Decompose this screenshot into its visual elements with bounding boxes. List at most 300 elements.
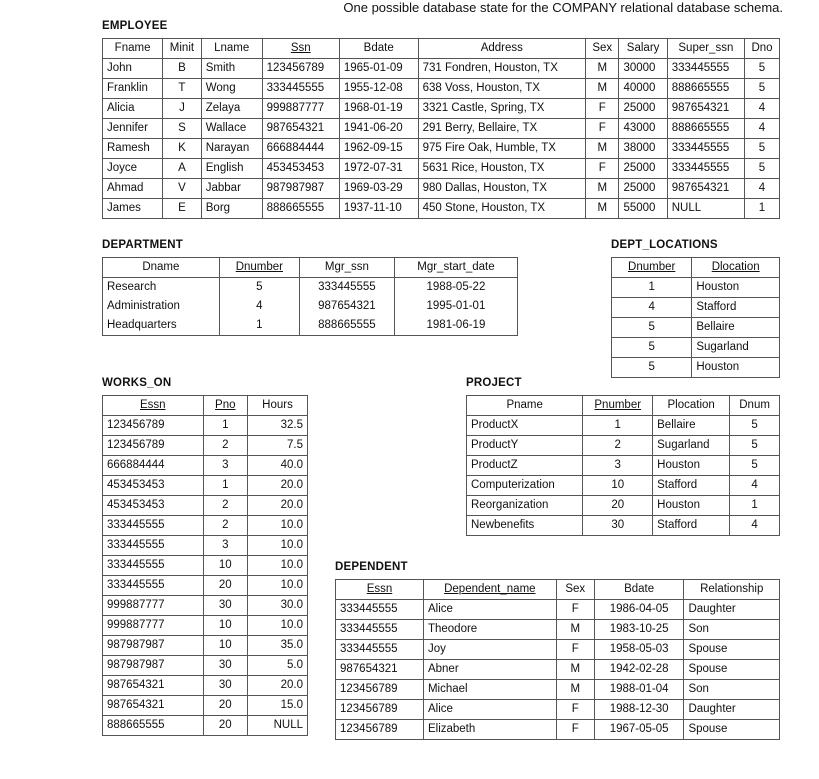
table-row xyxy=(103,716,308,736)
table-cell: 5 xyxy=(219,278,299,298)
table-cell: 5 xyxy=(744,59,779,79)
dependent-col-header xyxy=(594,580,684,600)
employee-col-header-label: Sex xyxy=(592,42,613,54)
table-cell: M xyxy=(586,79,619,99)
employee-col-header-label: Salary xyxy=(626,42,660,54)
table-cell: 40000 xyxy=(619,79,667,99)
table-row xyxy=(336,640,780,660)
table-cell: 999887777 xyxy=(262,99,339,119)
table-cell: 1 xyxy=(203,416,248,436)
table-cell: Sugarland xyxy=(692,338,780,358)
table-cell: Administration xyxy=(103,297,220,316)
table-cell: ProductY xyxy=(467,436,583,456)
table-cell: 333445555 xyxy=(103,576,204,596)
table-row xyxy=(103,79,780,99)
table-cell: Son xyxy=(684,620,780,640)
table-row xyxy=(336,620,780,640)
dept-locations-col-header xyxy=(692,258,780,278)
table-cell: Jabbar xyxy=(201,179,262,199)
table-row xyxy=(103,636,308,656)
table-cell: 10 xyxy=(203,616,248,636)
table-row xyxy=(103,99,780,119)
table-cell: 10.0 xyxy=(248,556,308,576)
table-cell: 1988-12-30 xyxy=(594,700,684,720)
table-cell: 888665555 xyxy=(667,79,744,99)
table-cell: S xyxy=(163,119,202,139)
table-cell: E xyxy=(163,199,202,219)
table-cell: Borg xyxy=(201,199,262,219)
table-row xyxy=(612,358,780,378)
table-cell: 888665555 xyxy=(262,199,339,219)
dept-locations-table xyxy=(611,257,780,378)
table-cell: 25000 xyxy=(619,179,667,199)
department-col-header xyxy=(219,258,299,278)
table-cell: 987654321 xyxy=(299,297,394,316)
table-cell: 888665555 xyxy=(299,316,394,336)
table-cell: 4 xyxy=(219,297,299,316)
table-cell: 5.0 xyxy=(248,656,308,676)
table-cell: 453453453 xyxy=(103,496,204,516)
employee-col-header-label: Lname xyxy=(214,42,250,54)
table-row xyxy=(103,179,780,199)
table-cell: 5 xyxy=(612,338,692,358)
table-cell: K xyxy=(163,139,202,159)
table-cell: Stafford xyxy=(692,298,780,318)
table-cell: F xyxy=(556,600,594,620)
table-cell: 4 xyxy=(744,99,779,119)
table-cell: Spouse xyxy=(684,720,780,740)
table-cell: Franklin xyxy=(103,79,163,99)
table-row xyxy=(103,516,308,536)
table-cell: 333445555 xyxy=(667,159,744,179)
table-cell: 2 xyxy=(583,436,653,456)
table-cell: 25000 xyxy=(619,159,667,179)
table-cell: Michael xyxy=(423,680,556,700)
employee-table xyxy=(102,38,780,219)
works-on-col-header xyxy=(203,396,248,416)
table-cell: 4 xyxy=(730,476,780,496)
table-cell: Narayan xyxy=(201,139,262,159)
table-cell: F xyxy=(556,700,594,720)
works-on-table xyxy=(102,395,308,736)
table-cell: John xyxy=(103,59,163,79)
table-cell: A xyxy=(163,159,202,179)
table-cell: 38000 xyxy=(619,139,667,159)
table-cell: 1 xyxy=(744,199,779,219)
table-cell: 5631 Rice, Houston, TX xyxy=(418,159,585,179)
table-row xyxy=(103,696,308,716)
table-row xyxy=(103,496,308,516)
table-cell: 3 xyxy=(203,536,248,556)
table-row xyxy=(612,338,780,358)
table-cell: Houston xyxy=(692,358,780,378)
project-col-header xyxy=(467,396,583,416)
table-cell: 987654321 xyxy=(667,99,744,119)
table-cell: 10.0 xyxy=(248,576,308,596)
works-on-col-header xyxy=(248,396,308,416)
table-cell: 30 xyxy=(583,516,653,536)
table-cell: 4 xyxy=(612,298,692,318)
table-row xyxy=(467,496,780,516)
department-col-header-label: Dnumber xyxy=(235,261,283,273)
project-table xyxy=(466,395,780,536)
table-cell: ProductZ xyxy=(467,456,583,476)
table-cell: 1 xyxy=(730,496,780,516)
table-cell: 333445555 xyxy=(262,79,339,99)
table-cell: 5 xyxy=(730,456,780,476)
table-cell: 123456789 xyxy=(336,700,424,720)
table-cell: 1965-01-09 xyxy=(339,59,418,79)
table-cell: 30 xyxy=(203,656,248,676)
table-row xyxy=(103,59,780,79)
table-row xyxy=(336,700,780,720)
table-cell: 15.0 xyxy=(248,696,308,716)
table-cell: Smith xyxy=(201,59,262,79)
table-cell: 10 xyxy=(203,556,248,576)
table-row xyxy=(103,556,308,576)
table-cell: 20 xyxy=(203,576,248,596)
table-cell: 1972-07-31 xyxy=(339,159,418,179)
table-cell: 2 xyxy=(203,436,248,456)
department-col-header xyxy=(103,258,220,278)
table-row xyxy=(103,139,780,159)
table-cell: James xyxy=(103,199,163,219)
table-cell: 1942-02-28 xyxy=(594,660,684,680)
table-cell: M xyxy=(556,680,594,700)
table-cell: 20 xyxy=(583,496,653,516)
dependent-col-header xyxy=(336,580,424,600)
table-cell: 291 Berry, Bellaire, TX xyxy=(418,119,585,139)
table-cell: 123456789 xyxy=(103,416,204,436)
table-cell: F xyxy=(556,720,594,740)
table-cell: ProductX xyxy=(467,416,583,436)
table-cell: 333445555 xyxy=(336,640,424,660)
works-on-col-header-label: Essn xyxy=(139,399,166,411)
dept-locations-col-header-label: Dnumber xyxy=(628,261,676,273)
table-cell: 123456789 xyxy=(336,720,424,740)
table-cell: J xyxy=(163,99,202,119)
employee-col-header xyxy=(339,39,418,59)
table-cell: 10.0 xyxy=(248,616,308,636)
department-col-header-label: Dname xyxy=(142,261,180,273)
table-cell: 5 xyxy=(744,79,779,99)
dependent-col-header xyxy=(684,580,780,600)
works-on-table-title: WORKS_ON xyxy=(102,377,172,389)
table-cell: B xyxy=(163,59,202,79)
table-row xyxy=(103,119,780,139)
table-cell: M xyxy=(586,179,619,199)
table-cell: Wong xyxy=(201,79,262,99)
table-cell: Ahmad xyxy=(103,179,163,199)
table-cell: 40.0 xyxy=(248,456,308,476)
table-cell: 1967-05-05 xyxy=(594,720,684,740)
table-cell: Son xyxy=(684,680,780,700)
table-cell: 1 xyxy=(612,278,692,298)
table-row xyxy=(336,600,780,620)
dependent-col-header-label: Sex xyxy=(565,583,586,595)
table-row xyxy=(103,297,518,316)
table-cell: 3321 Castle, Spring, TX xyxy=(418,99,585,119)
table-cell: Research xyxy=(103,278,220,298)
table-row xyxy=(103,416,308,436)
table-cell: 2 xyxy=(203,496,248,516)
table-cell: 1 xyxy=(583,416,653,436)
table-row xyxy=(612,298,780,318)
table-row xyxy=(103,436,308,456)
works-on-col-header-label: Pno xyxy=(215,399,236,411)
employee-col-header xyxy=(744,39,779,59)
works-on-col-header xyxy=(103,396,204,416)
table-cell: 20.0 xyxy=(248,496,308,516)
dependent-col-header xyxy=(423,580,556,600)
table-cell: Headquarters xyxy=(103,316,220,336)
works-on-header-row xyxy=(103,396,308,416)
table-cell: 20 xyxy=(203,696,248,716)
table-cell: Jennifer xyxy=(103,119,163,139)
department-header-row xyxy=(103,258,518,278)
table-row xyxy=(103,316,518,336)
table-cell: F xyxy=(586,99,619,119)
table-cell: 975 Fire Oak, Humble, TX xyxy=(418,139,585,159)
table-cell: F xyxy=(586,159,619,179)
table-cell: Elizabeth xyxy=(423,720,556,740)
project-col-header-label: Dnum xyxy=(739,399,770,411)
employee-col-header-label: Fname xyxy=(114,42,151,54)
table-row xyxy=(336,660,780,680)
employee-col-header-label: Address xyxy=(480,42,523,54)
table-cell: 5 xyxy=(730,436,780,456)
table-cell: 1986-04-05 xyxy=(594,600,684,620)
project-col-header-label: Pname xyxy=(506,399,543,411)
table-cell: Alice xyxy=(423,700,556,720)
table-cell: Sugarland xyxy=(653,436,730,456)
table-cell: 1988-01-04 xyxy=(594,680,684,700)
employee-col-header xyxy=(201,39,262,59)
table-cell: 30000 xyxy=(619,59,667,79)
table-cell: 450 Stone, Houston, TX xyxy=(418,199,585,219)
table-cell: 333445555 xyxy=(336,600,424,620)
table-cell: Joyce xyxy=(103,159,163,179)
table-cell: 333445555 xyxy=(103,536,204,556)
employee-col-header xyxy=(262,39,339,59)
table-cell: M xyxy=(556,620,594,640)
table-cell: Houston xyxy=(653,456,730,476)
table-cell: 30 xyxy=(203,596,248,616)
table-cell: 987654321 xyxy=(262,119,339,139)
table-cell: 5 xyxy=(744,159,779,179)
table-row xyxy=(467,476,780,496)
employee-col-header xyxy=(619,39,667,59)
table-cell: 453453453 xyxy=(103,476,204,496)
table-cell: Stafford xyxy=(653,516,730,536)
table-row xyxy=(467,436,780,456)
table-cell: 2 xyxy=(203,516,248,536)
table-cell: 453453453 xyxy=(262,159,339,179)
employee-col-header-label: Dno xyxy=(751,42,773,54)
table-cell: Ramesh xyxy=(103,139,163,159)
table-cell: 20.0 xyxy=(248,476,308,496)
table-row xyxy=(103,576,308,596)
table-cell: 1 xyxy=(203,476,248,496)
table-cell: 20.0 xyxy=(248,676,308,696)
table-cell: 333445555 xyxy=(103,556,204,576)
table-cell: F xyxy=(586,119,619,139)
table-cell: 333445555 xyxy=(103,516,204,536)
table-cell: English xyxy=(201,159,262,179)
table-cell: 666884444 xyxy=(103,456,204,476)
table-row xyxy=(103,676,308,696)
table-cell: NULL xyxy=(667,199,744,219)
department-col-header-label: Mgr_ssn xyxy=(324,261,369,273)
table-cell: Reorganization xyxy=(467,496,583,516)
table-row xyxy=(103,159,780,179)
table-cell: T xyxy=(163,79,202,99)
table-cell: Houston xyxy=(653,496,730,516)
table-cell: 35.0 xyxy=(248,636,308,656)
department-col-header xyxy=(299,258,394,278)
table-cell: Spouse xyxy=(684,640,780,660)
table-cell: 3 xyxy=(583,456,653,476)
table-cell: 333445555 xyxy=(336,620,424,640)
table-cell: 4 xyxy=(744,179,779,199)
dept-locations-col-header xyxy=(612,258,692,278)
table-cell: 1983-10-25 xyxy=(594,620,684,640)
project-table-title: PROJECT xyxy=(466,377,522,389)
table-cell: Abner xyxy=(423,660,556,680)
table-cell: 1995-01-01 xyxy=(394,297,517,316)
table-cell: 987654321 xyxy=(103,696,204,716)
table-cell: 1937-11-10 xyxy=(339,199,418,219)
dependent-col-header-label: Essn xyxy=(366,583,393,595)
employee-col-header-label: Ssn xyxy=(290,42,311,54)
table-cell: 987654321 xyxy=(103,676,204,696)
table-row xyxy=(103,476,308,496)
project-col-header xyxy=(583,396,653,416)
table-cell: M xyxy=(556,660,594,680)
works-on-col-header-label: Hours xyxy=(262,399,293,411)
table-cell: 5 xyxy=(612,358,692,378)
department-table-title: DEPARTMENT xyxy=(102,239,184,251)
table-row xyxy=(103,199,780,219)
dependent-col-header-label: Dependent_name xyxy=(444,583,536,595)
table-cell: 333445555 xyxy=(299,278,394,298)
table-cell: 43000 xyxy=(619,119,667,139)
table-cell: M xyxy=(586,59,619,79)
dept-locations-header-row xyxy=(612,258,780,278)
employee-col-header-label: Bdate xyxy=(363,42,394,54)
table-cell: Alice xyxy=(423,600,556,620)
dependent-col-header-label: Relationship xyxy=(700,583,764,595)
dependent-col-header-label: Bdate xyxy=(624,583,655,595)
table-row xyxy=(103,278,518,298)
table-cell: 980 Dallas, Houston, TX xyxy=(418,179,585,199)
table-row xyxy=(467,416,780,436)
table-cell: 987987987 xyxy=(103,636,204,656)
table-cell: V xyxy=(163,179,202,199)
table-cell: 3 xyxy=(203,456,248,476)
table-cell: 32.5 xyxy=(248,416,308,436)
employee-col-header-label: Minit xyxy=(169,42,195,54)
employee-col-header xyxy=(163,39,202,59)
table-cell: 638 Voss, Houston, TX xyxy=(418,79,585,99)
employee-col-header xyxy=(586,39,619,59)
table-cell: 1981-06-19 xyxy=(394,316,517,336)
table-cell: Stafford xyxy=(653,476,730,496)
table-row xyxy=(103,616,308,636)
table-cell: 1968-01-19 xyxy=(339,99,418,119)
table-cell: Alicia xyxy=(103,99,163,119)
table-cell: Bellaire xyxy=(692,318,780,338)
project-col-header xyxy=(730,396,780,416)
table-cell: 987987987 xyxy=(103,656,204,676)
table-cell: Spouse xyxy=(684,660,780,680)
dependent-table xyxy=(335,579,780,740)
department-table xyxy=(102,257,518,336)
figure-caption: One possible database state for the COMPANY relational database schema. xyxy=(343,0,783,15)
table-cell: Wallace xyxy=(201,119,262,139)
table-cell: 30 xyxy=(203,676,248,696)
department-col-header xyxy=(394,258,517,278)
table-cell: 30.0 xyxy=(248,596,308,616)
table-cell: Zelaya xyxy=(201,99,262,119)
dependent-col-header xyxy=(556,580,594,600)
table-cell: 666884444 xyxy=(262,139,339,159)
table-cell: F xyxy=(556,640,594,660)
table-cell: 123456789 xyxy=(262,59,339,79)
table-cell: Bellaire xyxy=(653,416,730,436)
employee-col-header xyxy=(103,39,163,59)
table-cell: 999887777 xyxy=(103,616,204,636)
table-cell: Houston xyxy=(692,278,780,298)
employee-table-title: EMPLOYEE xyxy=(102,20,168,32)
project-col-header-label: Pnumber xyxy=(594,399,642,411)
project-header-row xyxy=(467,396,780,416)
table-cell: 1969-03-29 xyxy=(339,179,418,199)
table-cell: Computerization xyxy=(467,476,583,496)
table-cell: 7.5 xyxy=(248,436,308,456)
table-cell: 10 xyxy=(583,476,653,496)
table-cell: Daughter xyxy=(684,600,780,620)
table-cell: Newbenefits xyxy=(467,516,583,536)
table-cell: 5 xyxy=(730,416,780,436)
employee-col-header xyxy=(418,39,585,59)
table-cell: 987987987 xyxy=(262,179,339,199)
table-cell: 10 xyxy=(203,636,248,656)
table-cell: 731 Fondren, Houston, TX xyxy=(418,59,585,79)
table-cell: 5 xyxy=(612,318,692,338)
table-cell: 10.0 xyxy=(248,516,308,536)
project-col-header-label: Plocation xyxy=(667,399,715,411)
table-row xyxy=(336,720,780,740)
table-row xyxy=(467,516,780,536)
table-cell: Daughter xyxy=(684,700,780,720)
table-cell: 1955-12-08 xyxy=(339,79,418,99)
table-cell: 333445555 xyxy=(667,139,744,159)
table-cell: 1941-06-20 xyxy=(339,119,418,139)
department-col-header-label: Mgr_start_date xyxy=(417,261,495,273)
table-row xyxy=(103,456,308,476)
table-cell: M xyxy=(586,139,619,159)
table-cell: 123456789 xyxy=(336,680,424,700)
table-cell: 5 xyxy=(744,139,779,159)
dept-locations-col-header-label: Dlocation xyxy=(711,261,760,273)
table-row xyxy=(103,656,308,676)
table-cell: 10.0 xyxy=(248,536,308,556)
table-cell: 1988-05-22 xyxy=(394,278,517,298)
employee-header-row xyxy=(103,39,780,59)
table-cell: 987654321 xyxy=(336,660,424,680)
table-cell: Theodore xyxy=(423,620,556,640)
